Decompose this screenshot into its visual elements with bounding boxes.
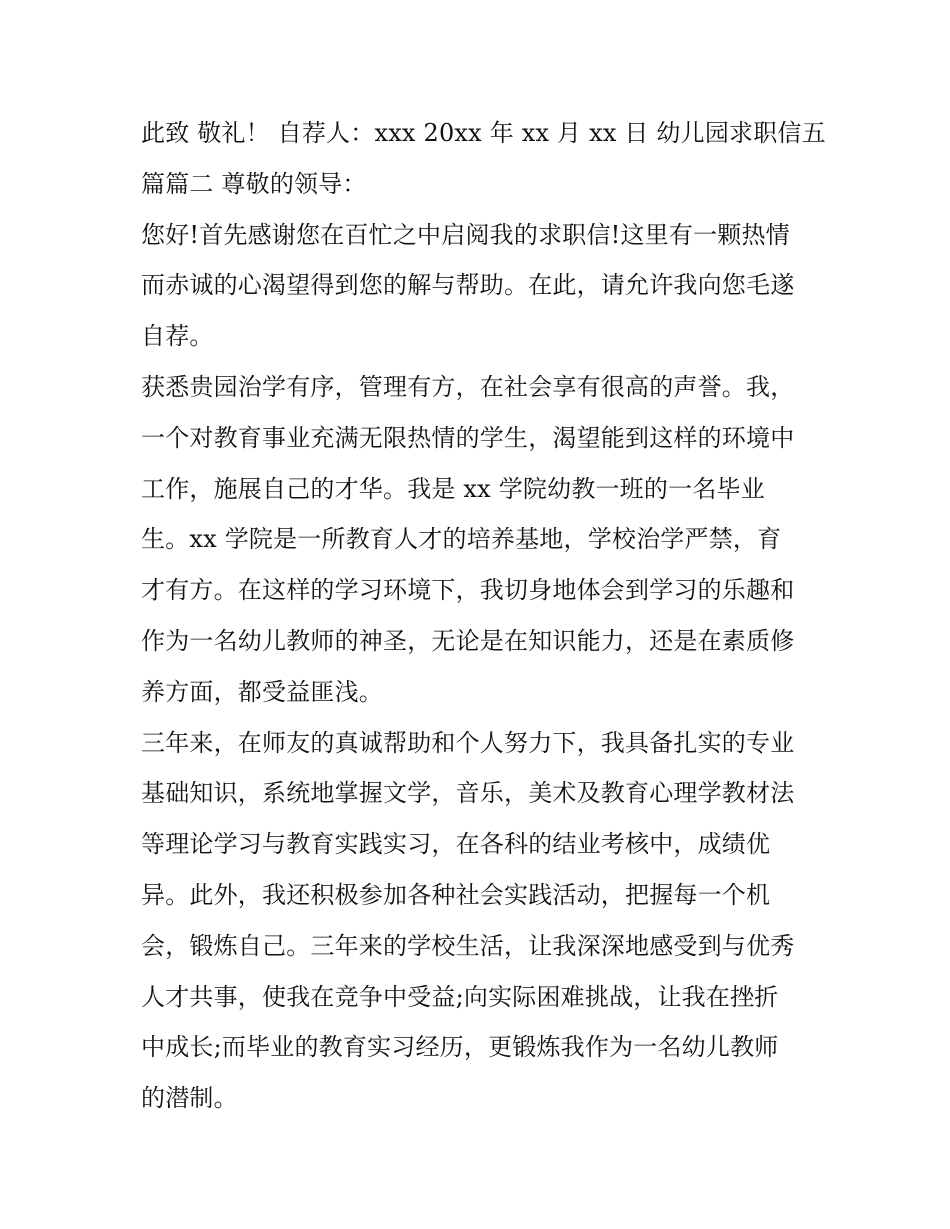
text-line: 的潜制。 [141,1084,238,1113]
text-line: 工作，施展自己的才华。我是 xx 学院幼教一班的一名毕业 [141,474,765,503]
text-line: 会，锻炼自己。三年来的学校生活，让我深深地感受到与优秀 [141,931,795,960]
text-line: 才有方。在这样的学习环境下，我切身地体会到学习的乐趣和 [141,576,795,605]
letter-body [141,108,826,1124]
text-line: 获悉贵园治学有序，管理有方，在社会享有很高的声誉。我， [141,372,795,401]
text-line: 中成长;而毕业的教育实习经历，更锻炼我作为一名幼儿教师 [141,1033,779,1062]
text-line: 人才共事，使我在竞争中受益;向实际困难挑战，让我在挫折 [141,982,779,1011]
text-line: 异。此外，我还积极参加各种社会实践活动，把握每一个机 [141,880,771,909]
text-line: 此致 敬礼！ 自荐人：xxx 20xx 年 xx 月 xx 日 幼儿园求职信五 [141,119,826,147]
text-line: 生。xx 学院是一所教育人才的培养基地，学校治学严禁，育 [141,525,782,554]
text-line: 作为一名幼儿教师的神圣，无论是在知识能力，还是在素质修 [141,626,795,655]
text-line: 一个对教育事业充满无限热情的学生，渴望能到这样的环境中 [141,423,795,452]
text-line: 您好!首先感谢您在百忙之中启阅我的求职信!这里有一颗热情 [141,220,790,249]
text-line: 而赤诚的心渴望得到您的解与帮助。在此，请允许我向您毛遂 [141,271,795,300]
text-line: 养方面，都受益匪浅。 [141,677,383,706]
text-line: 基础知识，系统地掌握文学，音乐，美术及教育心理学教材法 [141,779,795,808]
text-line: 自荐。 [141,322,214,351]
text-line: 三年来，在师友的真诚帮助和个人努力下，我具备扎实的专业 [141,728,795,757]
text-line: 篇篇二 尊敬的领导： [141,169,367,198]
text-line: 等理论学习与教育实践实习，在各科的结业考核中，成绩优 [141,830,771,859]
